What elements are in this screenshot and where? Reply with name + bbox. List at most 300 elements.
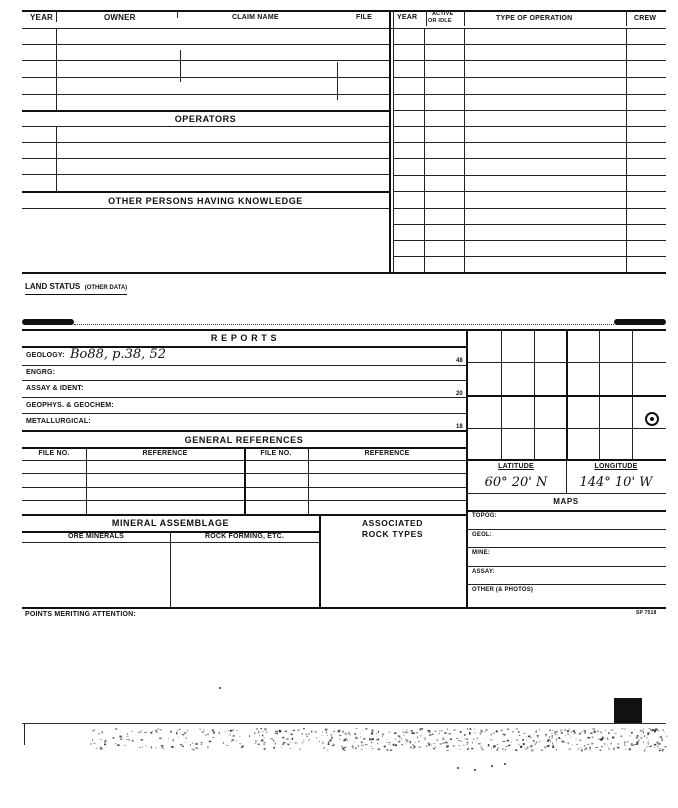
- header-file: FILE: [356, 14, 372, 21]
- scan-speck: [444, 732, 447, 734]
- scan-speck: [476, 740, 477, 741]
- scan-speck: [661, 739, 663, 741]
- scan-speck: [552, 733, 553, 735]
- scan-speck: [413, 732, 416, 734]
- scan-speck: [659, 748, 661, 749]
- scan-speck: [488, 744, 490, 746]
- scan-speck: [647, 733, 649, 735]
- scan-speck: [481, 746, 482, 748]
- scan-speck: [372, 738, 375, 740]
- scan-speck: [394, 745, 396, 746]
- scan-speck: [474, 733, 476, 734]
- scan-speck: [203, 729, 204, 731]
- scan-speck: [401, 738, 402, 739]
- scan-speck: [127, 733, 128, 735]
- scan-speck: [398, 741, 400, 743]
- scan-speck: [438, 733, 439, 734]
- scan-speck: [604, 743, 605, 744]
- scan-speck: [228, 730, 229, 731]
- scan-speck: [342, 731, 344, 733]
- scan-speck: [480, 730, 482, 731]
- scan-speck: [470, 728, 472, 730]
- scan-speck: [281, 747, 282, 748]
- scan-speck: [644, 750, 645, 752]
- scan-speck: [355, 738, 357, 739]
- report-geology-label: GEOLOGY:: [26, 352, 65, 359]
- scan-speck: [182, 746, 185, 747]
- scan-speck: [352, 746, 354, 747]
- scan-speck: [634, 729, 635, 730]
- scan-speck: [446, 746, 449, 748]
- scan-speck: [371, 732, 373, 734]
- scan-speck: [209, 732, 210, 733]
- scan-speck: [355, 748, 357, 749]
- land-status-sub: (OTHER DATA): [84, 285, 128, 291]
- scan-speck: [617, 744, 619, 745]
- scan-speck: [301, 742, 303, 743]
- scan-speck: [420, 728, 421, 729]
- scan-speck: [161, 746, 163, 747]
- scan-speck: [350, 734, 351, 736]
- scan-speck: [579, 741, 581, 742]
- scan-speck: [156, 747, 157, 748]
- scan-speck: [652, 729, 655, 731]
- scan-speck: [327, 735, 328, 736]
- scan-speck: [295, 743, 296, 744]
- scan-speck: [112, 737, 114, 738]
- scan-speck: [365, 728, 367, 729]
- scan-speck: [101, 731, 103, 733]
- scan-speck: [636, 737, 638, 738]
- scan-speck: [440, 744, 442, 745]
- scan-speck: [212, 730, 214, 732]
- scan-speck: [231, 741, 232, 742]
- scan-speck: [573, 734, 574, 735]
- scan-speck: [574, 732, 575, 734]
- scan-speck: [594, 731, 596, 733]
- scan-speck: [286, 743, 287, 744]
- scan-speck: [427, 743, 430, 744]
- scan-speck: [410, 741, 412, 742]
- scan-speck: [608, 738, 609, 740]
- scan-speck: [339, 730, 341, 731]
- scan-speck: [378, 731, 379, 733]
- scan-speck: [561, 732, 563, 733]
- scan-speck: [624, 744, 626, 746]
- scan-speck: [355, 728, 357, 729]
- scan-speck: [536, 731, 538, 732]
- scan-speck: [497, 748, 499, 749]
- genref-col-reference: REFERENCE: [142, 450, 188, 457]
- scan-speck: [453, 730, 456, 731]
- scan-speck: [424, 737, 426, 738]
- scan-speck: [230, 734, 231, 735]
- scan-speck: [576, 739, 577, 740]
- scan-speck: [600, 731, 602, 733]
- scan-speck: [142, 747, 143, 748]
- scan-speck: [195, 743, 197, 745]
- rock-forming-label: ROCK FORMING, ETC.: [204, 533, 285, 540]
- scan-speck: [346, 733, 347, 734]
- scan-speck: [526, 737, 527, 738]
- scan-speck: [550, 741, 551, 743]
- scan-speck: [593, 729, 595, 730]
- scan-speck: [598, 739, 600, 740]
- scan-speck: [620, 736, 622, 737]
- scan-speck: [651, 745, 652, 746]
- scan-speck: [104, 744, 106, 746]
- scan-speck: [531, 749, 533, 751]
- scan-speck: [361, 741, 362, 743]
- scan-speck: [277, 731, 278, 733]
- scan-speck: [435, 746, 436, 747]
- scan-speck: [202, 731, 204, 732]
- scan-speck: [421, 728, 423, 730]
- scan-speck: [544, 746, 545, 747]
- scan-speck: [287, 744, 289, 746]
- scan-speck: [406, 742, 407, 743]
- scan-speck: [607, 745, 608, 746]
- scan-speck: [636, 735, 637, 737]
- scan-speck: [184, 732, 186, 733]
- scan-speck: [286, 739, 288, 740]
- genref-col-reference-2: REFERENCE: [364, 450, 410, 457]
- scan-speck: [139, 731, 141, 732]
- scan-speck: [503, 741, 506, 742]
- scan-speck: [157, 729, 159, 730]
- report-metallurgical-code: 18: [456, 424, 463, 430]
- scan-speck: [308, 734, 310, 735]
- scan-speck: [126, 736, 128, 737]
- scan-speck: [331, 737, 332, 739]
- scan-speck: [560, 730, 562, 732]
- scan-speck: [323, 742, 324, 744]
- other-persons-heading: OTHER PERSONS HAVING KNOWLEDGE: [108, 196, 303, 206]
- scan-speck: [180, 744, 183, 745]
- scan-speck: [209, 741, 212, 743]
- scan-speck: [665, 732, 666, 733]
- scan-speck: [436, 739, 438, 740]
- scan-speck: [258, 744, 260, 745]
- scan-speck: [557, 731, 558, 732]
- scan-speck: [478, 743, 481, 744]
- scan-speck: [584, 732, 585, 734]
- scan-speck: [636, 741, 638, 743]
- scan-speck: [505, 749, 506, 750]
- scan-speck: [535, 731, 536, 733]
- scan-speck: [371, 746, 373, 747]
- scan-speck: [193, 749, 195, 751]
- scan-speck: [309, 739, 310, 740]
- scan-speck: [178, 737, 179, 738]
- scan-speck: [186, 737, 187, 738]
- scan-speck: [428, 731, 430, 733]
- scan-speck: [629, 748, 631, 750]
- scan-speck: [523, 733, 525, 734]
- scan-speck: [262, 731, 264, 732]
- scan-speck: [92, 739, 93, 741]
- scan-speck: [322, 731, 323, 732]
- scan-speck: [129, 739, 130, 740]
- scan-speck: [655, 730, 656, 731]
- scan-speck: [512, 731, 514, 733]
- scan-speck: [275, 743, 276, 745]
- scan-speck: [528, 736, 530, 738]
- scan-speck: [388, 742, 391, 743]
- scan-speck: [571, 737, 572, 738]
- scan-speck: [273, 740, 274, 742]
- scan-speck: [649, 746, 652, 747]
- scan-speck: [389, 732, 390, 733]
- scan-speck: [119, 736, 122, 738]
- report-metallurgical-label: METALLURGICAL:: [26, 418, 91, 425]
- scan-speck: [662, 750, 663, 752]
- scan-speck: [584, 745, 585, 746]
- scan-speck: [464, 738, 465, 739]
- scan-speck: [333, 731, 335, 732]
- scan-speck: [369, 738, 371, 740]
- scan-speck: [468, 747, 469, 748]
- scan-speck: [329, 740, 331, 742]
- scan-speck: [354, 742, 355, 743]
- scan-speck: [263, 742, 265, 744]
- scan-speck: [557, 734, 558, 735]
- scan-speck: [466, 738, 467, 740]
- scan-speck: [255, 740, 256, 742]
- scan-speck: [473, 739, 474, 741]
- scan-speck: [654, 744, 656, 746]
- scan-speck: [236, 741, 237, 742]
- scan-speck: [637, 735, 638, 737]
- scan-speck: [507, 740, 510, 742]
- scan-speck: [297, 729, 299, 731]
- scan-speck: [306, 734, 307, 735]
- scan-speck: [170, 731, 171, 733]
- maps-geol: GEOL:: [472, 532, 492, 538]
- ore-minerals-label: ORE MINERALS: [67, 533, 125, 540]
- scan-speck: [344, 747, 347, 748]
- scan-speck: [525, 748, 527, 749]
- scan-dot: [491, 765, 493, 767]
- scan-speck: [480, 734, 481, 735]
- scan-speck: [521, 746, 522, 747]
- scan-speck: [339, 735, 341, 736]
- scan-speck: [345, 739, 347, 740]
- scan-speck: [558, 737, 560, 739]
- scan-speck: [535, 743, 536, 745]
- scan-speck: [429, 734, 430, 736]
- scan-speck: [549, 737, 550, 738]
- scan-speck: [382, 733, 384, 735]
- scan-speck: [502, 734, 504, 735]
- scan-speck: [415, 742, 416, 743]
- scan-speck: [263, 738, 265, 739]
- scan-speck: [376, 739, 379, 740]
- report-geology-code: 48: [456, 358, 463, 364]
- report-geology-value: Bo88, p.38, 52: [70, 347, 166, 362]
- scan-speck: [491, 748, 492, 750]
- scan-speck: [303, 728, 305, 729]
- scan-speck: [601, 746, 603, 747]
- scan-speck: [225, 731, 226, 732]
- scan-speck: [446, 742, 448, 744]
- scan-speck: [331, 734, 333, 736]
- scan-speck: [150, 732, 152, 734]
- header-type-of-operation: TYPE OF OPERATION: [496, 15, 573, 22]
- scan-speck: [276, 733, 277, 735]
- scan-speck: [646, 737, 648, 738]
- scan-speck: [405, 739, 406, 740]
- scan-speck: [363, 738, 365, 739]
- scan-speck: [568, 742, 570, 744]
- scan-speck: [426, 745, 427, 747]
- scan-speck: [259, 735, 260, 737]
- scan-speck: [539, 741, 540, 742]
- scan-speck: [175, 748, 176, 749]
- scan-speck: [200, 728, 201, 729]
- scan-speck: [323, 747, 324, 749]
- scan-dot: [457, 767, 459, 769]
- scan-speck: [404, 734, 405, 736]
- scan-speck: [293, 730, 296, 731]
- scan-speck: [291, 734, 293, 735]
- rock-types-label: ROCK TYPES: [361, 529, 424, 539]
- longitude-label: LONGITUDE: [594, 463, 638, 470]
- scan-speck: [275, 733, 277, 734]
- scan-speck: [460, 731, 462, 733]
- scan-speck: [493, 732, 494, 734]
- scan-speck: [266, 732, 268, 733]
- scan-speck: [345, 733, 346, 735]
- scan-speck: [607, 737, 608, 739]
- scan-speck: [365, 744, 367, 745]
- scan-speck: [182, 734, 184, 735]
- scan-speck: [463, 745, 464, 746]
- scan-speck: [581, 731, 582, 732]
- scan-speck: [590, 747, 591, 749]
- scan-speck: [467, 742, 469, 743]
- scan-speck: [115, 743, 116, 745]
- scan-speck: [527, 740, 528, 741]
- scan-speck: [509, 744, 511, 745]
- scan-speck: [230, 731, 231, 732]
- scan-speck: [132, 740, 134, 742]
- scan-speck: [555, 733, 557, 735]
- scan-speck: [395, 739, 396, 740]
- scan-speck: [152, 731, 153, 732]
- scan-speck: [390, 750, 392, 751]
- maps-other: OTHER (& PHOTOS): [472, 587, 534, 593]
- scan-speck: [520, 746, 522, 748]
- scan-speck: [636, 743, 638, 745]
- scan-speck: [457, 738, 459, 739]
- scan-speck: [275, 731, 277, 733]
- scan-speck: [410, 747, 412, 749]
- scan-speck: [477, 738, 479, 739]
- scan-speck: [519, 744, 520, 746]
- scan-speck: [505, 746, 507, 747]
- scan-speck: [643, 729, 644, 730]
- scan-speck: [567, 730, 570, 732]
- maps-mine: MINE:: [472, 550, 490, 556]
- scan-speck: [497, 744, 498, 745]
- scan-speck: [361, 745, 362, 747]
- scan-speck: [304, 739, 305, 741]
- scan-speck: [249, 735, 250, 737]
- scan-speck: [642, 731, 643, 732]
- scan-speck: [501, 730, 503, 731]
- general-references-heading: GENERAL REFERENCES: [184, 435, 304, 445]
- scan-speck: [386, 749, 388, 750]
- scan-speck: [146, 746, 147, 747]
- scan-speck: [491, 739, 492, 741]
- scan-speck: [580, 740, 582, 741]
- scan-speck: [615, 733, 617, 735]
- genref-col-file-no: FILE NO.: [38, 450, 70, 457]
- scan-speck: [545, 747, 547, 749]
- scan-speck: [610, 730, 612, 731]
- scan-speck: [471, 748, 473, 749]
- scan-speck: [319, 741, 320, 742]
- scan-speck: [496, 730, 498, 732]
- scan-speck: [124, 745, 126, 746]
- scan-speck: [117, 744, 119, 746]
- scan-speck: [264, 744, 265, 745]
- scan-speck: [233, 735, 235, 737]
- scan-speck: [279, 731, 281, 733]
- operators-heading: OPERATORS: [174, 114, 237, 124]
- scan-speck: [539, 729, 540, 731]
- scan-speck: [96, 748, 98, 749]
- scan-speck: [260, 728, 262, 729]
- scan-speck: [469, 733, 470, 735]
- scan-speck: [552, 735, 553, 737]
- scan-speck: [185, 742, 186, 743]
- scan-speck: [413, 746, 415, 748]
- scan-speck: [432, 734, 434, 735]
- scan-speck: [624, 742, 625, 744]
- scan-speck: [467, 744, 468, 745]
- scan-speck: [292, 738, 293, 740]
- scan-speck: [355, 737, 357, 738]
- scan-speck: [461, 741, 462, 742]
- form-number: SP 7518: [636, 610, 657, 616]
- scan-speck: [307, 736, 308, 738]
- scan-speck: [413, 748, 415, 749]
- scan-speck: [663, 729, 664, 731]
- scan-speck: [638, 740, 640, 741]
- header-crew: CREW: [634, 15, 657, 22]
- scan-speck: [241, 746, 243, 748]
- scan-speck: [552, 730, 553, 731]
- scan-speck: [585, 747, 586, 748]
- scan-speck: [161, 745, 164, 746]
- scan-speck: [377, 743, 378, 745]
- scan-speck: [382, 736, 383, 737]
- scan-speck: [151, 747, 152, 748]
- scan-speck: [658, 743, 660, 745]
- scan-speck: [308, 740, 309, 742]
- scan-speck: [490, 739, 492, 740]
- scan-speck: [282, 743, 284, 745]
- scan-speck: [400, 737, 401, 738]
- scan-speck: [406, 732, 408, 733]
- scan-speck: [328, 742, 329, 743]
- scan-speck: [530, 746, 532, 747]
- scan-speck: [94, 743, 96, 744]
- scan-speck: [384, 746, 386, 748]
- scan-speck: [378, 748, 379, 749]
